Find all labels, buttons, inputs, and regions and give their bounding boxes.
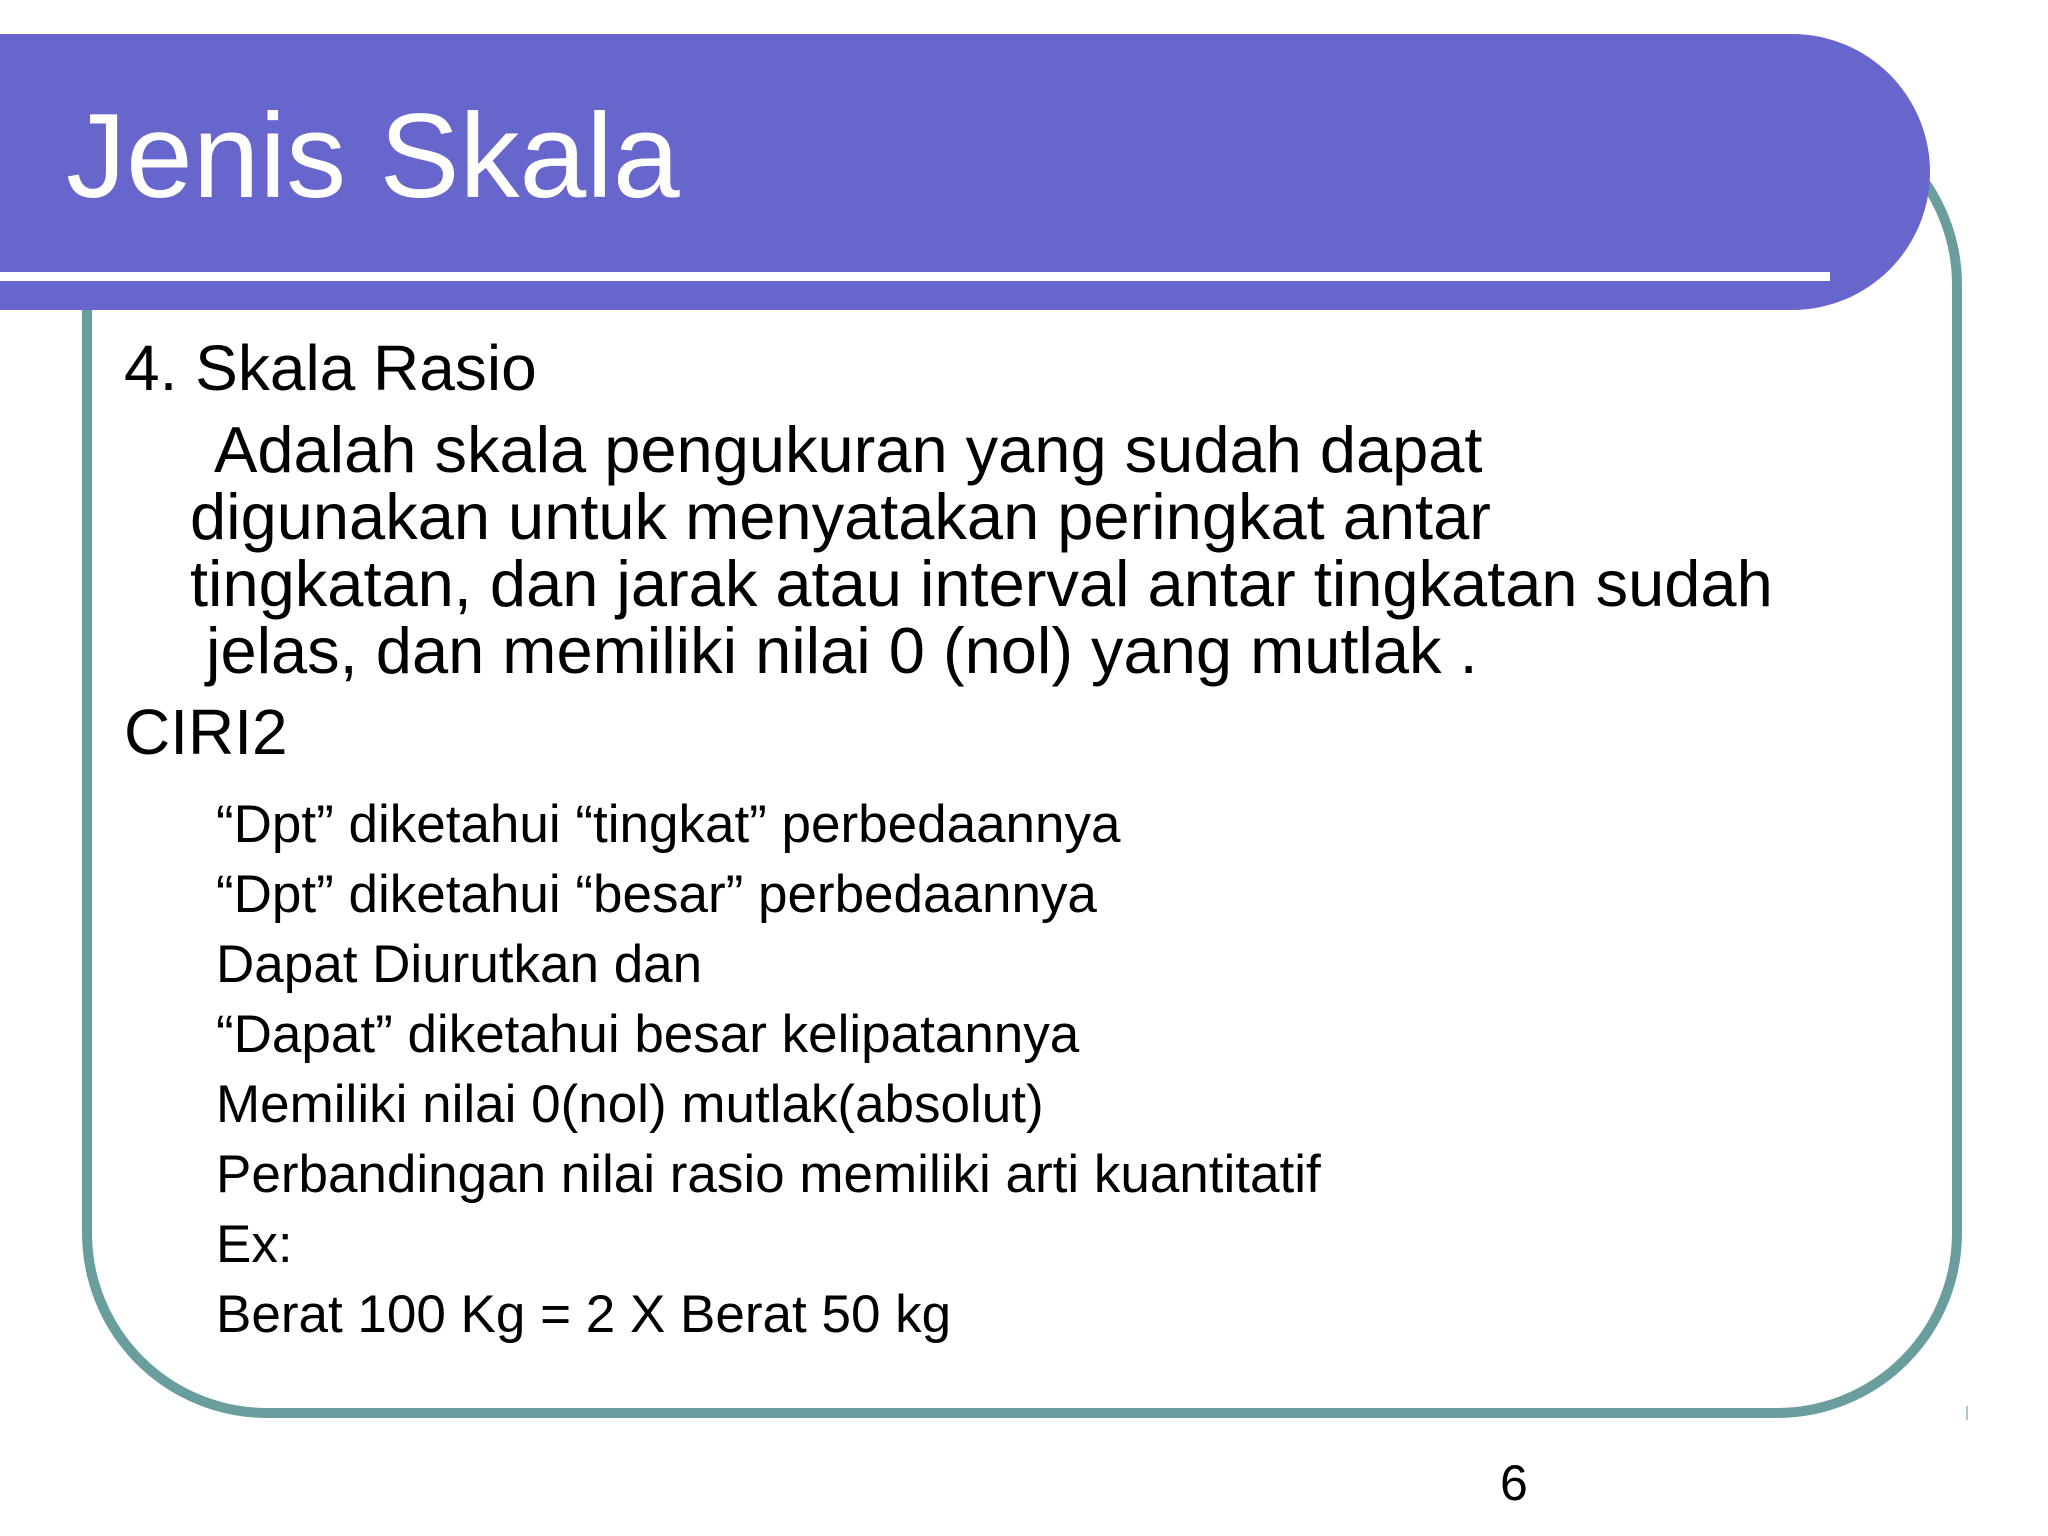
ciri-heading: CIRI2: [124, 696, 288, 768]
corner-mark: [1966, 1406, 1968, 1420]
list-item: “Dapat” diketahui besar kelipatannya: [216, 1005, 1080, 1064]
list-item: Berat 100 Kg = 2 X Berat 50 kg: [216, 1285, 952, 1344]
ciri-list: [216, 790, 1321, 1350]
definition-line: jelas, dan memiliki nilai 0 (nol) yang mutlak .: [206, 614, 1478, 687]
title-underline: [0, 272, 1830, 281]
section-heading: 4. Skala Rasio: [124, 332, 537, 404]
slide-title: Jenis Skala: [66, 89, 680, 223]
definition-line: tingkatan, dan jarak atau interval antar tingkatan sudah: [190, 547, 1773, 620]
definition-text: [190, 413, 1910, 687]
definition-line: Adalah skala pengukuran yang sudah dapat: [214, 413, 1483, 486]
definition-line: digunakan untuk menyatakan peringkat antar: [190, 480, 1491, 553]
list-item: Ex:: [216, 1215, 293, 1274]
list-item: “Dpt” diketahui “tingkat” perbedaannya: [216, 795, 1121, 854]
list-item: Perbandingan nilai rasio memiliki arti kuantitatif: [216, 1145, 1321, 1204]
page-number: 6: [1500, 1455, 1528, 1511]
list-item: Memiliki nilai 0(nol) mutlak(absolut): [216, 1075, 1044, 1134]
list-item: Dapat Diurutkan dan: [216, 935, 703, 994]
list-item: “Dpt” diketahui “besar” perbedaannya: [216, 865, 1097, 924]
